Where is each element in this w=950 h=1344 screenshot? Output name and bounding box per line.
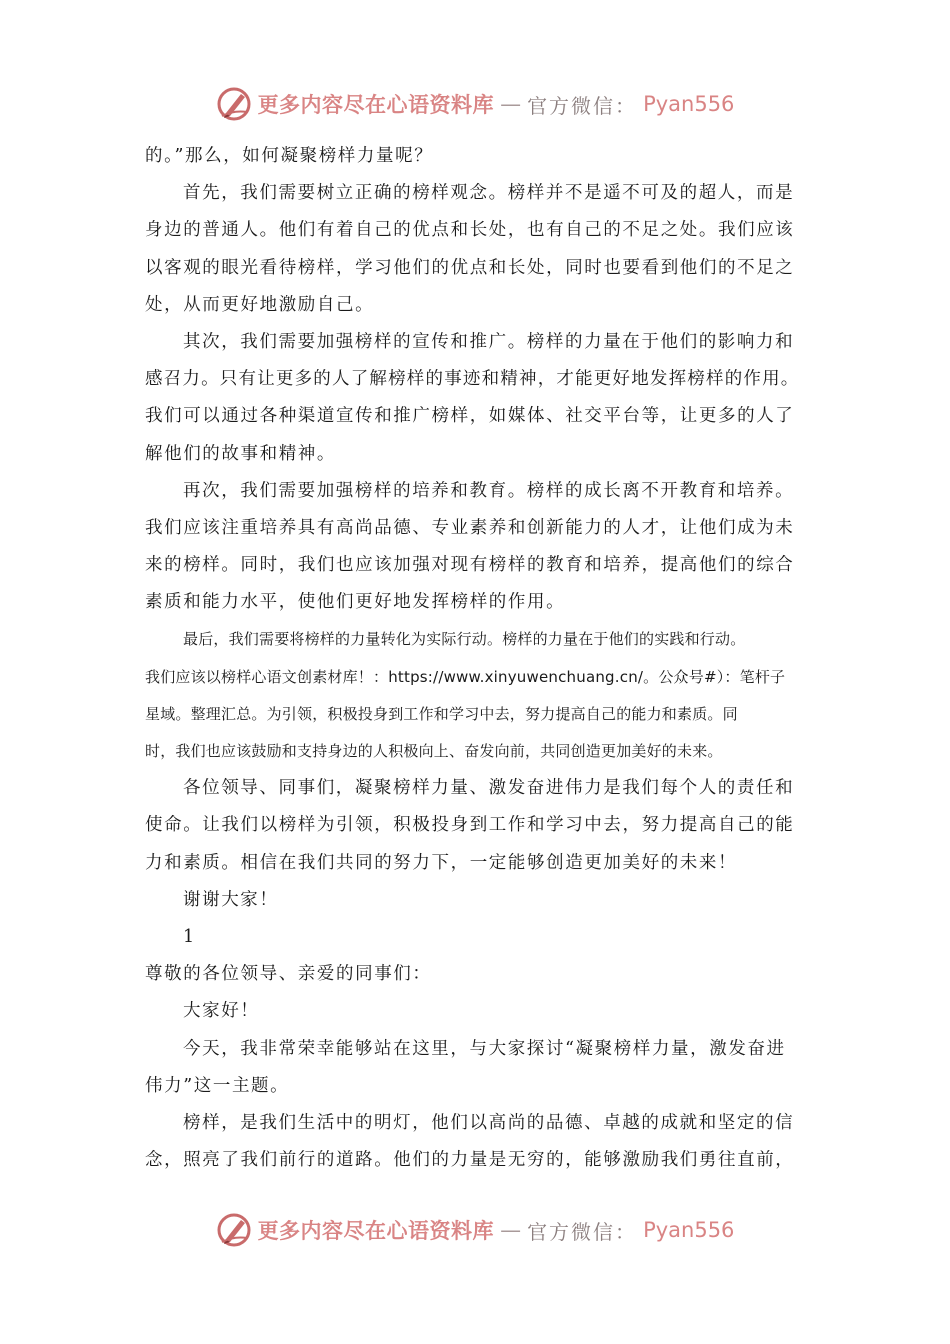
body-line: 谢谢大家！ xyxy=(183,889,279,910)
body-line: 再次，我们需要加强榜样的培养和教育。榜样的成长离不开教育和培养。 xyxy=(183,480,795,501)
banner-title: 更多内容尽在心语资料库 xyxy=(257,1218,495,1243)
pen-logo-icon xyxy=(216,1212,252,1248)
body-line: 来的榜样。同时，我们也应该加强对现有榜样的教育和培养，提高他们的综合 xyxy=(145,555,795,576)
body-line: 各位领导、同事们，凝聚榜样力量、激发奋进伟力是我们每个人的责任和 xyxy=(183,778,795,799)
body-line: 感召力。只有让更多的人了解榜样的事迹和精神，才能更好地发挥榜样的作用。 xyxy=(145,369,800,390)
body-line: 身边的普通人。他们有着自己的优点和长处，也有自己的不足之处。我们应该 xyxy=(145,220,795,241)
document-body xyxy=(145,138,805,1179)
body-line: 使命。让我们以榜样为引领，积极投身到工作和学习中去，努力提高自己的能 xyxy=(145,815,795,836)
body-line: 处，从而更好地激励自己。 xyxy=(145,294,375,315)
body-line: 的。”那么，如何凝聚榜样力量呢？ xyxy=(145,146,434,166)
pen-logo-icon xyxy=(216,86,252,122)
banner-wechat-id: Pyan556 xyxy=(643,92,735,116)
body-line: 大家好！ xyxy=(183,1001,260,1022)
banner-title: 更多内容尽在心语资料库 xyxy=(257,92,495,117)
body-line: 其次，我们需要加强榜样的宣传和推广。榜样的力量在于他们的影响力和 xyxy=(183,331,795,352)
body-line: 以客观的眼光看待榜样，学习他们的优点和长处，同时也要看到他们的不足之 xyxy=(145,257,795,278)
banner-wechat-label: 官方微信： xyxy=(527,1219,638,1244)
banner-separator: — xyxy=(500,92,522,116)
body-line: 我们应该注重培养具有高尚品德、专业素养和创新能力的人才，让他们成为未 xyxy=(145,517,795,538)
footer-banner xyxy=(0,1210,950,1250)
body-line: 尊敬的各位领导、亲爱的同事们： xyxy=(145,964,432,985)
body-line: 今天，我非常荣幸能够站在这里，与大家探讨“凝聚榜样力量，激发奋进 xyxy=(183,1038,786,1059)
page-number: 1 xyxy=(183,926,196,947)
banner-separator: — xyxy=(500,1218,522,1242)
body-line: 我们应该以榜样心语文创素材库！：https://www.xinyuwenchuang.cn/。公众号#）：笔杆子 xyxy=(145,667,786,686)
banner-wechat-label: 官方微信： xyxy=(527,93,638,118)
body-line: 最后，我们需要将榜样的力量转化为实际行动。榜样的力量在于他们的实践和行动。 xyxy=(183,630,746,649)
body-line: 力和素质。相信在我们共同的努力下，一定能够创造更加美好的未来！ xyxy=(145,852,738,873)
banner-wechat-id: Pyan556 xyxy=(643,1218,735,1242)
body-line: 榜样，是我们生活中的明灯，他们以高尚的品德、卓越的成就和坚定的信 xyxy=(183,1112,795,1133)
body-line: 念，照亮了我们前行的道路。他们的力量是无穷的，能够激励我们勇往直前， xyxy=(145,1150,795,1171)
body-line: 我们可以通过各种渠道宣传和推广榜样，如媒体、社交平台等，让更多的人了 xyxy=(145,406,795,427)
body-line: 解他们的故事和精神。 xyxy=(145,443,336,464)
body-line: 素质和能力水平，使他们更好地发挥榜样的作用。 xyxy=(145,592,566,613)
body-line: 首先，我们需要树立正确的榜样观念。榜样并不是遥不可及的超人，而是 xyxy=(183,183,795,204)
header-banner xyxy=(0,84,950,124)
body-line: 时，我们也应该鼓励和支持身边的人积极向上、奋发向前，共同创造更加美好的未来。 xyxy=(145,742,723,760)
body-line: 星域。整理汇总。为引领，积极投身到工作和学习中去，努力提高自己的能力和素质。同 xyxy=(145,704,738,723)
body-line: 伟力”这一主题。 xyxy=(145,1075,290,1096)
